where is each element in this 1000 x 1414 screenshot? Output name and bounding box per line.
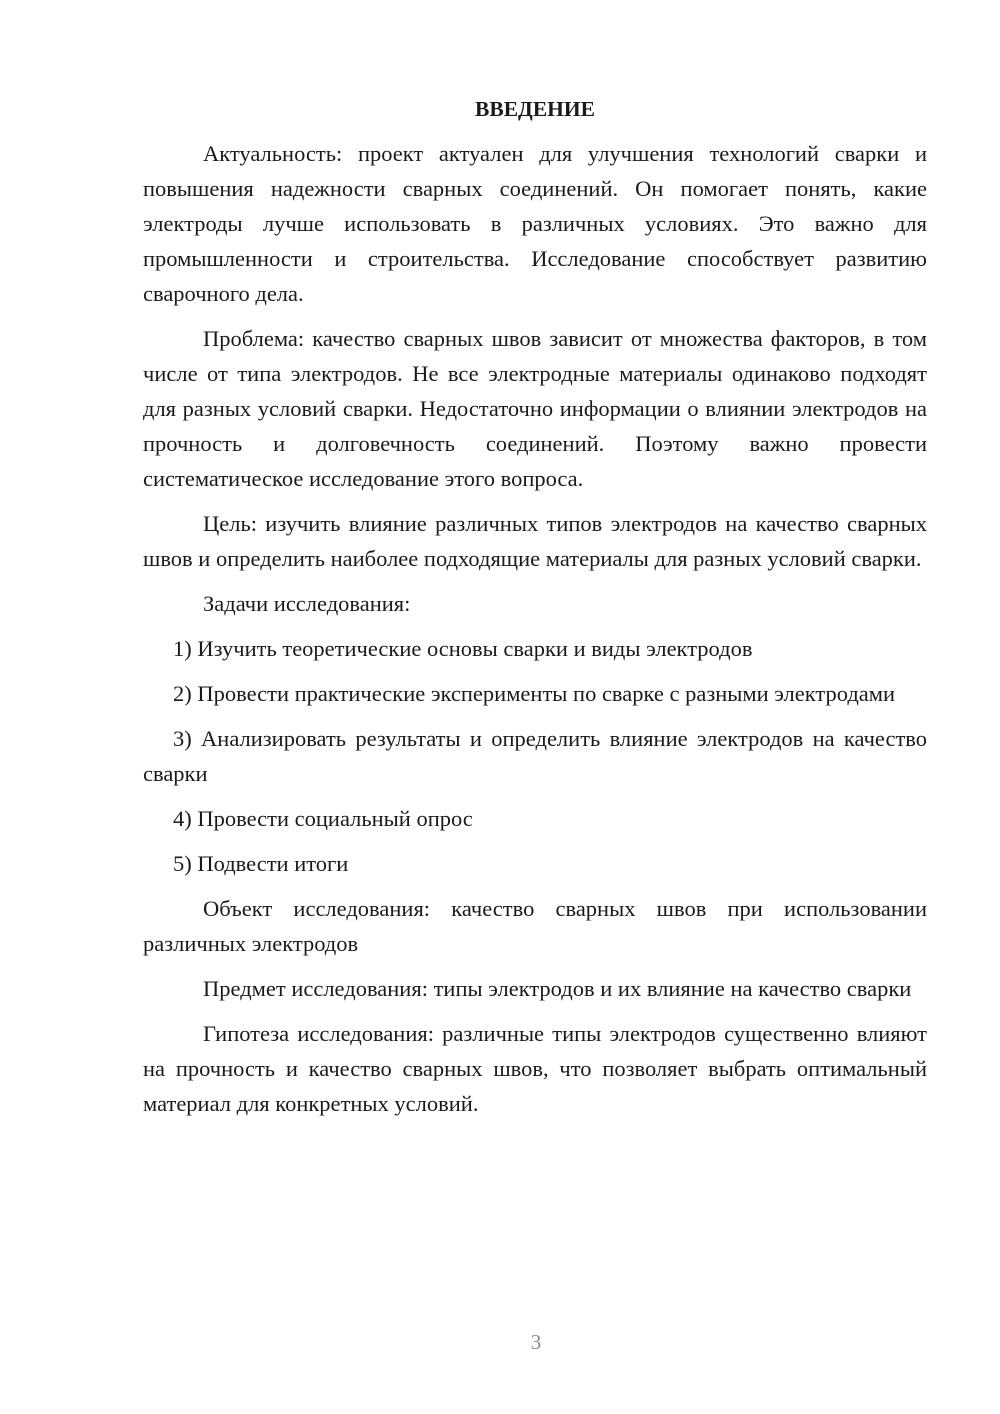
subject-paragraph: Предмет исследования: типы электродов и их влияние на качество сварки	[203, 976, 912, 1001]
problem-paragraph: Проблема: качество сварных швов зависит от множества факторов, в том числе от типа электродов. Не все электродные материалы одинаково подходят для разных условий сварки. Недостаточно информации о влиянии электродов на прочность и долговечность соединений. Поэтому важно провести систематическое исследование этого вопроса.	[143, 326, 927, 491]
hypothesis-paragraph: Гипотеза исследования: различные типы электродов существенно влияют на прочность и качество сварных швов, что позволяет выбрать оптимальный материал для конкретных условий.	[143, 1021, 927, 1116]
document-page	[143, 92, 927, 1131]
task-item-1: 1) Изучить теоретические основы сварки и виды электродов	[173, 636, 753, 661]
task-item-5: 5) Подвести итоги	[173, 851, 349, 876]
object-paragraph: Объект исследования: качество сварных швов при использовании различных электродов	[143, 896, 927, 956]
task-item-2: 2) Провести практические эксперименты по сварке с разными электродами	[173, 681, 896, 706]
task-item-4: 4) Провести социальный опрос	[173, 806, 473, 831]
tasks-intro: Задачи исследования:	[203, 591, 411, 616]
task-item-3: 3) Анализировать результаты и определить влияние электродов на качество сварки	[143, 726, 927, 786]
relevance-paragraph: Актуальность: проект актуален для улучшения технологий сварки и повышения надежности сварных соединений. Он помогает понять, какие электроды лучше использовать в различных условиях. Это важно для промышленности и строительства. Исследование способствует развитию сварочного дела.	[143, 141, 927, 306]
page-number: 3	[530, 1330, 542, 1354]
goal-paragraph: Цель: изучить влияние различных типов электродов на качество сварных швов и определить наиболее подходящие материалы для разных условий сварки.	[143, 511, 927, 571]
section-heading: ВВЕДЕНИЕ	[475, 97, 595, 121]
